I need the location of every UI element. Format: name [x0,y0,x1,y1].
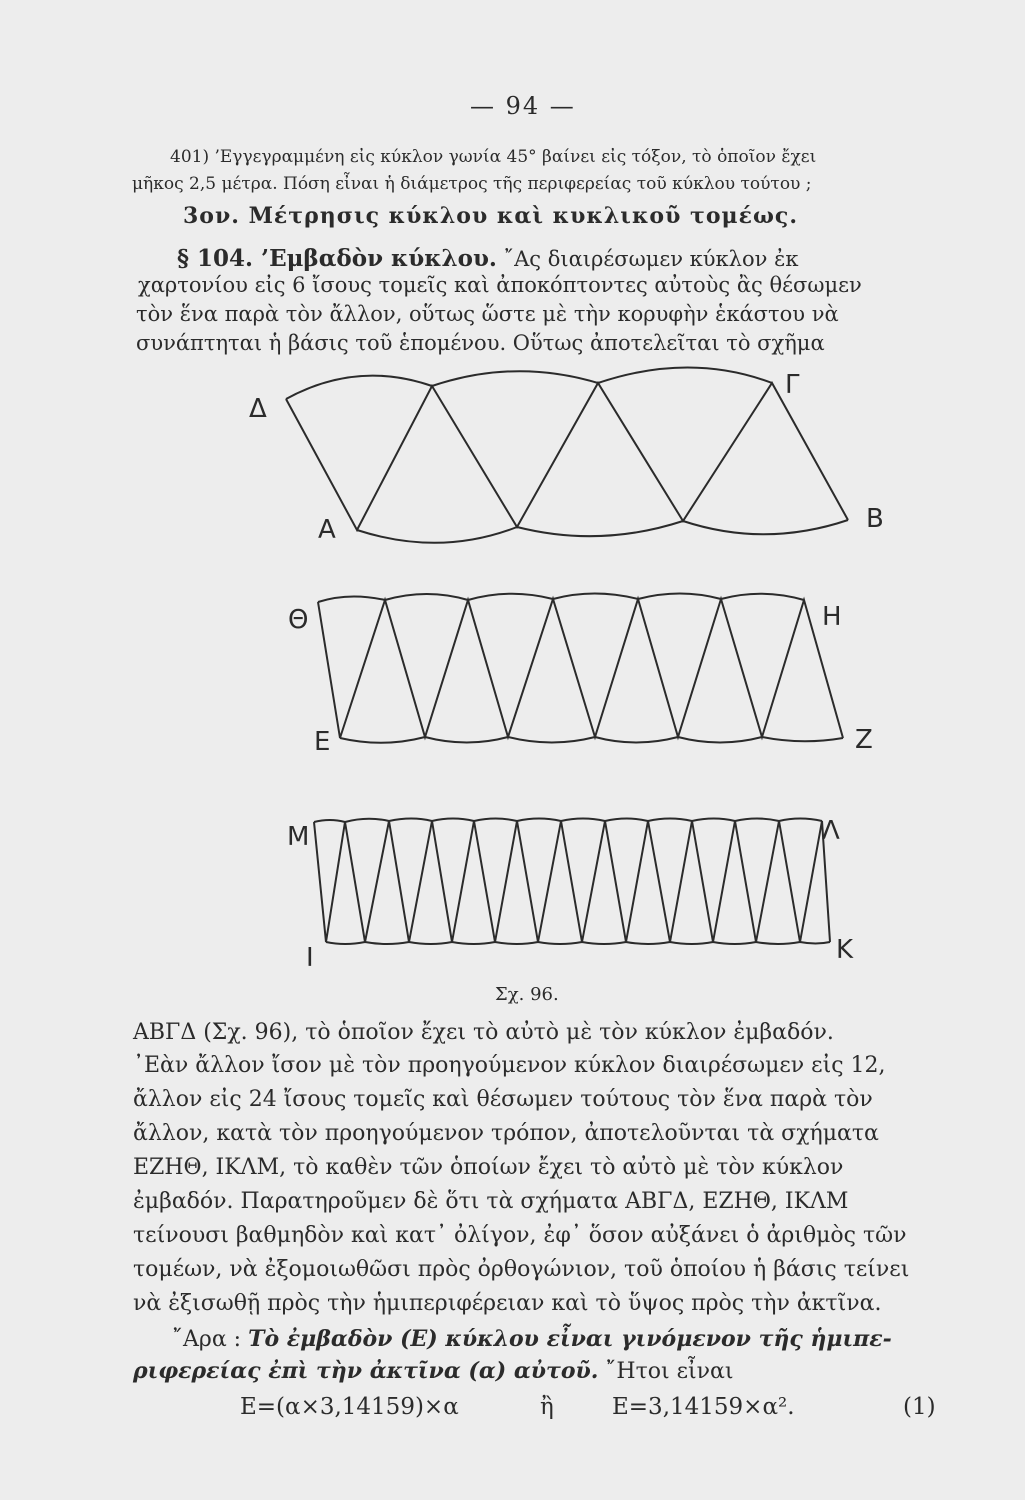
arc-bottom-1 [357,527,517,543]
ara-word: ῎Αρα : [172,1327,242,1352]
formula-right: Ε=3,14159×α². [612,1394,795,1420]
theorem-part-1: Τὸ ἐμβαδὸν (Ε) κύκλου εἶναι γινόμενον τῆς ἡμιπε- [248,1326,892,1352]
paragraph-2-line-2: ᾿Εὰν ἄλλον ἴσον μὲ τὸν προηγούμενον κύκλον διαιρέσωμεν εἰς 12, [133,1053,886,1078]
arc-top-1 [286,376,432,399]
label-lambda: Λ [822,816,840,846]
paragraph-2-line-5: ΕΖΗΘ, ΙΚΛΜ, τὸ καθὲν τῶν ὁποίων ἔχει τὸ αὐτὸ μὲ τὸν κύκλον [133,1155,844,1180]
label-mu: Μ [287,822,310,852]
label-delta: Δ [249,394,267,424]
page-number: — 94 — [470,92,576,120]
figure-caption: Σχ. 96. [495,984,559,1005]
paragraph-1-line-3: τὸν ἕνα παρὰ τὸν ἄλλον, οὕτως ὥστε μὲ τὴν κορυφὴν ἑκάστου νὰ [136,302,839,326]
paragraph-2-line-4: ἄλλον, κατὰ τὸν προηγούμενον τρόπον, ἀποτελοῦνται τὰ σχήματα [133,1121,879,1146]
arcs-bottom [340,737,843,743]
label-beta: Β [866,504,884,534]
theorem-part-2: ριφερείας ἐπὶ τὴν ἀκτῖνα (α) αὐτοῦ. [133,1358,599,1384]
paragraph-1-line-1-text: ῎Ας διαιρέσωμεν κύκλον ἐκ [496,247,799,271]
formula-left: Ε=(α×3,14159)×α [240,1394,459,1420]
paragraph-2-line-6: ἐμβαδόν. Παρατηροῦμεν δὲ ὅτι τὰ σχήματα ΑΒΓΔ, ΕΖΗΘ, ΙΚΛΜ [133,1189,849,1214]
label-iota: Ι [306,943,314,973]
label-eta: Η [822,602,842,632]
label-alpha: Α [318,515,336,545]
figure-ezhth [318,594,843,743]
paragraph-2-line-8: τομέων, νὰ ἐξομοιωθῶσι πρὸς ὀρθογώνιον, τοῦ ὁποίου ἡ βάσις τείνει [133,1257,910,1282]
sector-edges [314,821,830,942]
arcs-top [318,594,804,603]
arcs-bottom [326,942,830,944]
sector-edges [286,383,848,530]
arc-top-2 [432,371,598,386]
exercise-line-1: 401) ’Εγγεγραμμένη εἰς κύκλον γωνία 45° βαίνει εἰς τόξον, τὸ ὁποῖον ἔχει [170,147,817,167]
formula-number: (1) [903,1394,936,1420]
paragraph-2-line-3: ἄλλον εἰς 24 ἴσους τομεῖς καὶ θέσωμεν τούτους τὸν ἕνα παρὰ τὸν [133,1087,873,1112]
sector-edges [318,599,843,738]
paragraph-2-line-1: ΑΒΓΔ (Σχ. 96), τὸ ὁποῖον ἔχει τὸ αὐτὸ μὲ τὸν κύκλον ἐμβαδόν. [133,1020,834,1045]
paragraph-1-line-2: χαρτονίου εἰς 6 ἴσους τομεῖς καὶ ἀποκόπτοντες αὐτοὺς ἂς θέσωμεν [138,273,862,297]
label-zeta: Ζ [855,725,873,755]
conclusion-line-1 [172,1326,892,1352]
paragraph-2-line-9: νὰ ἐξισωθῇ πρὸς τὴν ἡμιπεριφέρειαν καὶ τὸ ὕψος πρὸς τὴν ἀκτῖνα. [133,1291,882,1316]
label-kappa: Κ [836,935,854,965]
section-heading: 3ον. Μέτρησις κύκλου καὶ κυκλικοῦ τομέως. [183,203,798,229]
conclusion-line-2 [133,1358,734,1384]
arc-bottom-3 [683,520,848,534]
figure-iklm [314,819,830,945]
conclusion-rest: ῎Ητοι εἶναι [598,1359,734,1384]
formula-or: ἢ [540,1394,554,1420]
figure-abgd [286,368,848,543]
arc-bottom-2 [517,521,683,536]
paragraph-1-line-4: συνάπτηται ἡ βάσις τοῦ ἑπομένου. Οὕτως ἀποτελεῖται τὸ σχῆμα [136,331,825,355]
arc-top-3 [598,368,772,384]
paragraph-2-line-7: τείνουσι βαθμηδὸν καὶ κατ᾿ ὀλίγον, ἐφ᾿ ὅσον αὐξάνει ὁ ἀριθμὸς τῶν [133,1223,907,1248]
exercise-line-2: μῆκος 2,5 μέτρα. Πόση εἶναι ἡ διάμετρος τῆς περιφερείας τοῦ κύκλου τούτου ; [132,174,812,194]
label-theta: Θ [288,605,309,635]
label-gamma: Γ [785,370,800,400]
label-epsilon: Ε [314,727,331,757]
paragraph-number: § 104. ’Εμβαδὸν κύκλου. [177,245,497,272]
arcs-top [314,819,822,823]
